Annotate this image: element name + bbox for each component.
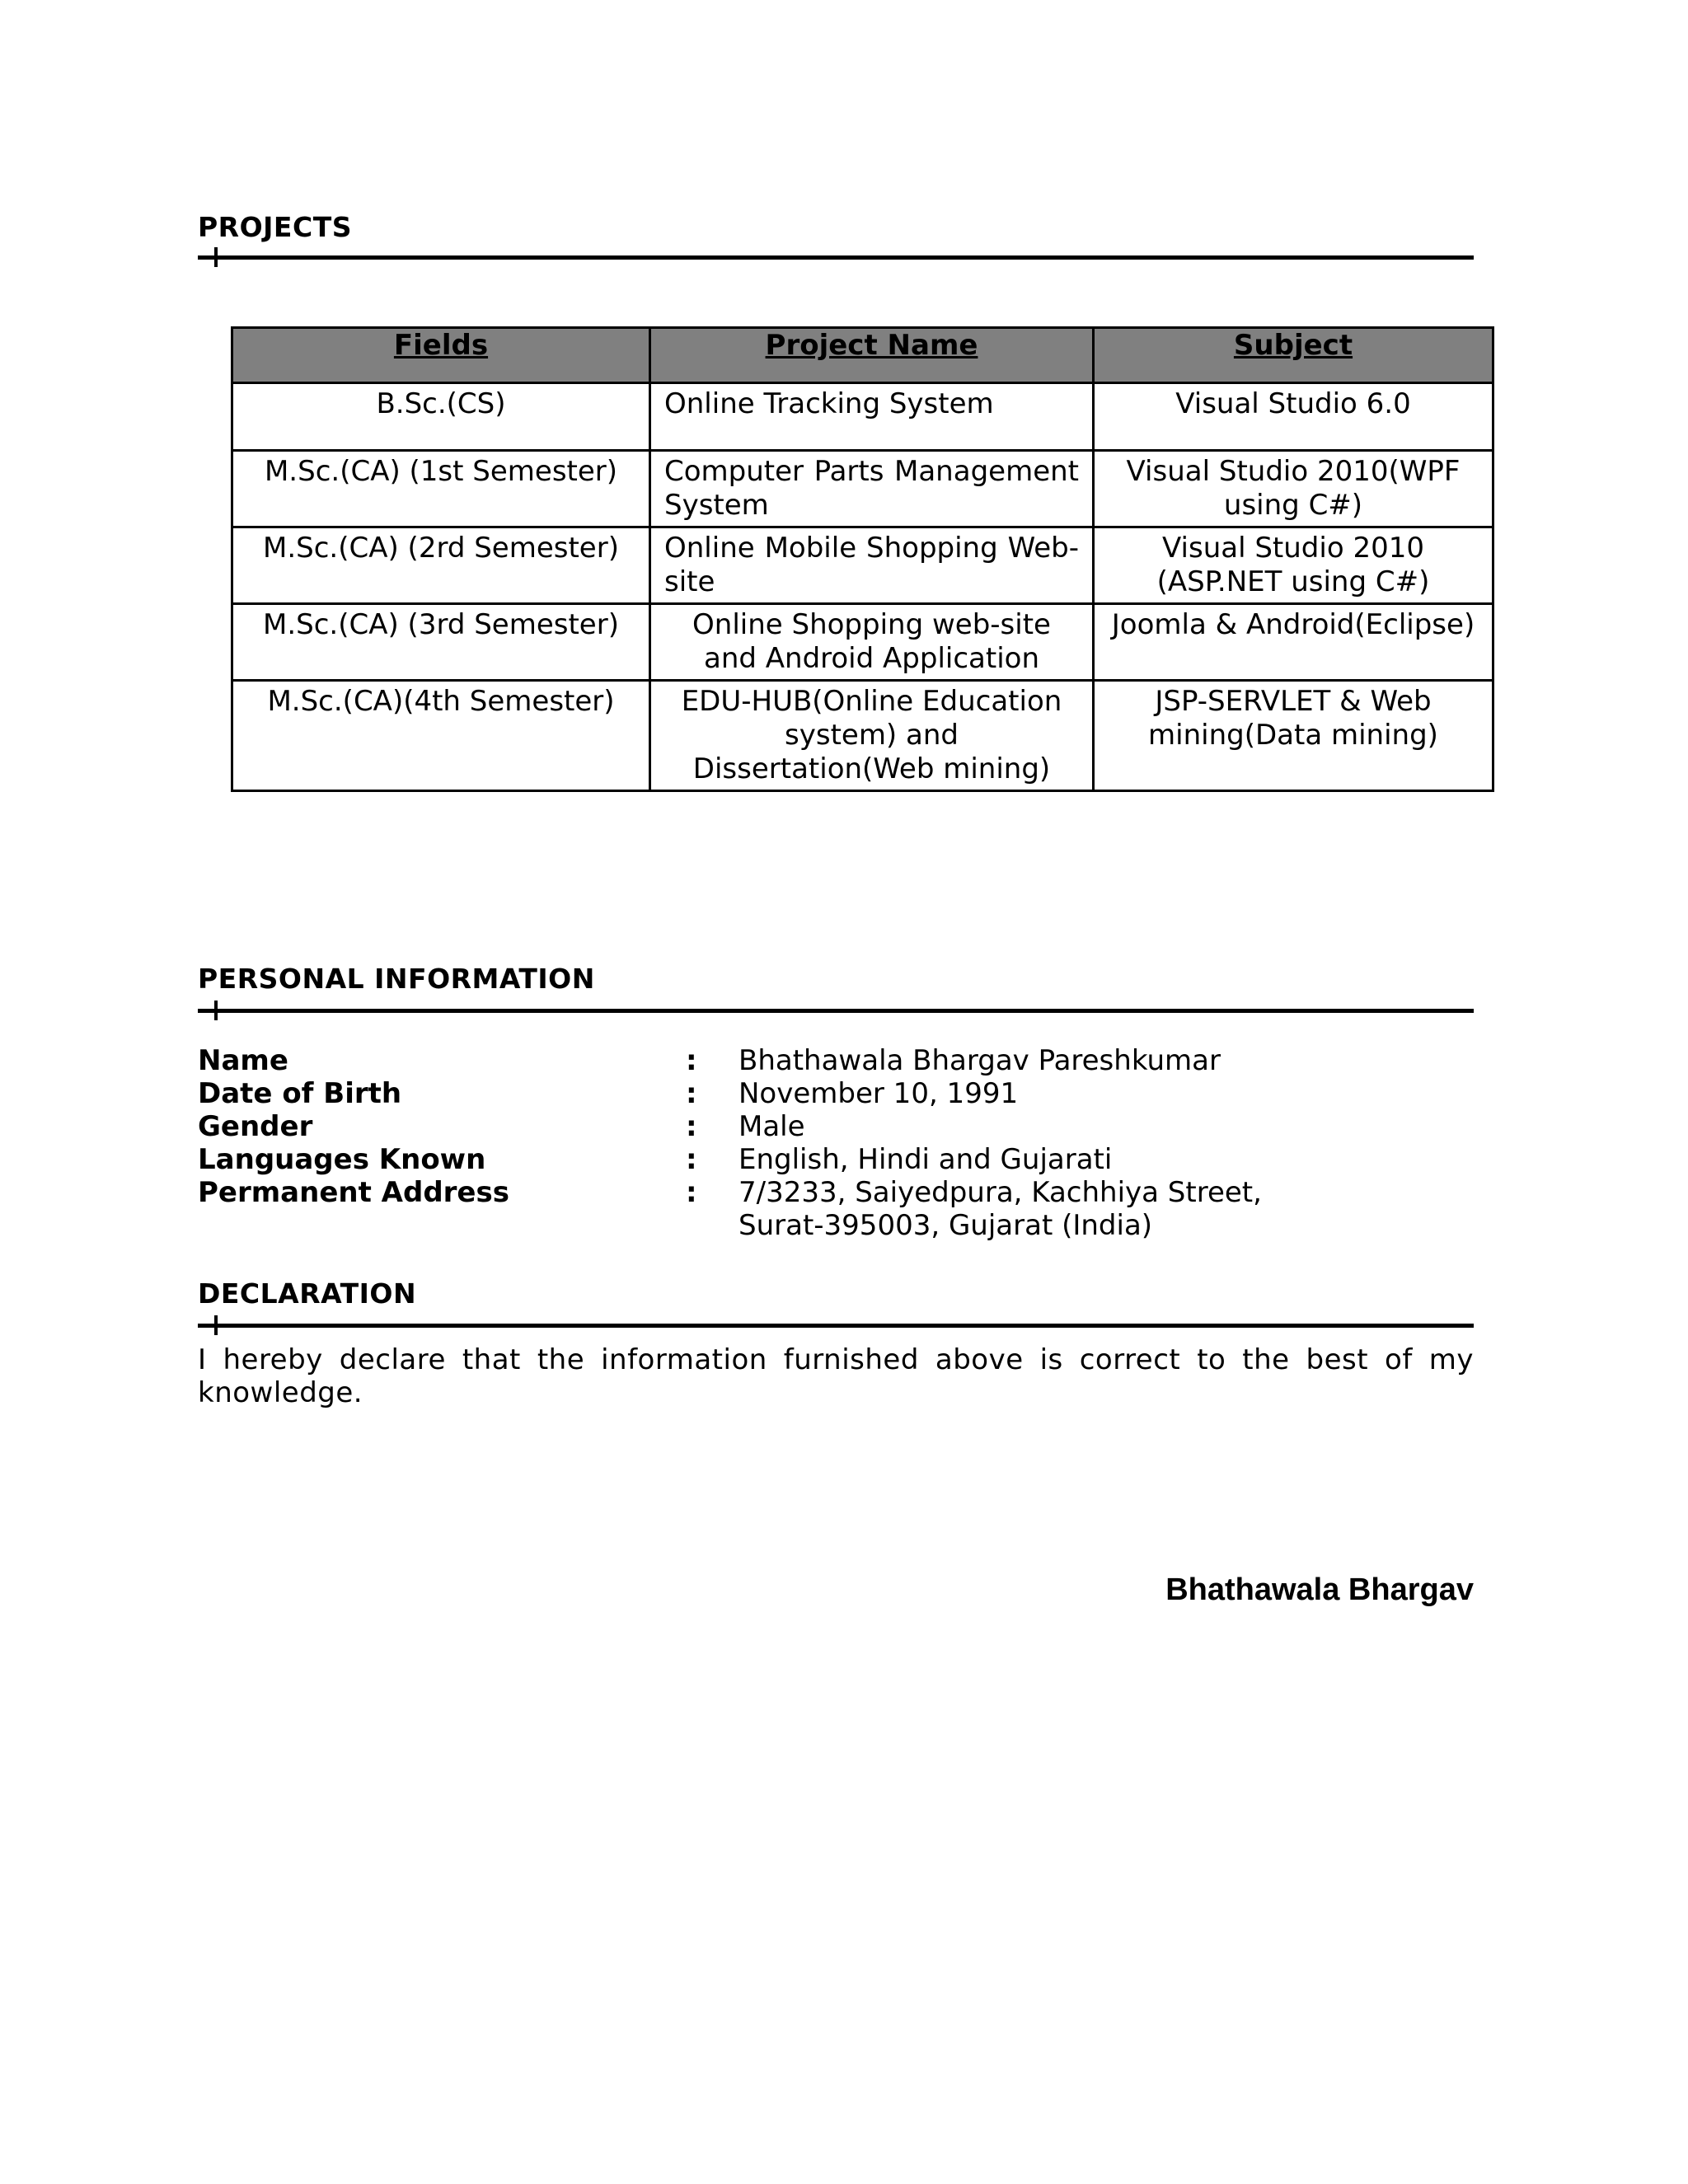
table-row: [232, 383, 1493, 451]
table-row: [232, 604, 1493, 681]
table-row: [232, 451, 1493, 527]
subject-cell: Joomla & Android(Eclipse): [1094, 604, 1493, 681]
project-name-cell: EDU-HUB(Online Education system) and Dissertation(Web mining): [650, 681, 1094, 791]
languages-label: Languages Known: [198, 1143, 486, 1176]
declaration-divider: [198, 1324, 1474, 1328]
field-cell: M.Sc.(CA) (1st Semester): [232, 451, 650, 527]
table-row: [232, 527, 1493, 604]
projects-divider: [198, 255, 1474, 260]
field-cell: M.Sc.(CA) (2rd Semester): [232, 527, 650, 604]
column-header-subject: Subject: [1094, 328, 1493, 383]
project-name-cell: Online Tracking System: [650, 383, 1094, 451]
separator: :: [686, 1110, 697, 1143]
dob-value: November 10, 1991: [738, 1077, 1019, 1110]
languages-value: English, Hindi and Gujarati: [738, 1143, 1113, 1176]
declaration-heading: DECLARATION: [198, 1277, 417, 1310]
table-row: [232, 681, 1493, 791]
table-header-row: [232, 328, 1493, 383]
project-name-cell: Computer Parts Management System: [650, 451, 1094, 527]
field-cell: B.Sc.(CS): [232, 383, 650, 451]
declaration-text: I hereby declare that the information furnished above is correct to the best of my knowledge.: [198, 1343, 1474, 1409]
separator: :: [686, 1143, 697, 1176]
info-row-address: [198, 1176, 1480, 1242]
address-label: Permanent Address: [198, 1176, 509, 1209]
address-line-2: Surat-395003, Gujarat (India): [738, 1209, 1153, 1242]
gender-label: Gender: [198, 1110, 313, 1143]
signature-name: Bhathawala Bhargav: [1165, 1572, 1474, 1607]
personal-information-heading: PERSONAL INFORMATION: [198, 963, 595, 995]
name-label: Name: [198, 1044, 288, 1077]
subject-cell: JSP-SERVLET & Web mining(Data mining): [1094, 681, 1493, 791]
address-line-1: 7/3233, Saiyedpura, Kachhiya Street,: [738, 1176, 1262, 1209]
subject-cell: Visual Studio 6.0: [1094, 383, 1493, 451]
projects-heading: PROJECTS: [198, 211, 352, 243]
subject-cell: Visual Studio 2010(WPF using C#): [1094, 451, 1493, 527]
name-value: Bhathawala Bhargav Pareshkumar: [738, 1044, 1221, 1077]
info-row-gender: [198, 1110, 1480, 1143]
personal-information-list: [198, 1044, 1480, 1242]
subject-cell: Visual Studio 2010 (ASP.NET using C#): [1094, 527, 1493, 604]
info-row-languages: [198, 1143, 1480, 1176]
separator: :: [686, 1176, 697, 1209]
column-header-project-name: Project Name: [650, 328, 1094, 383]
separator: :: [686, 1044, 697, 1077]
project-name-cell: Online Mobile Shopping Web-site: [650, 527, 1094, 604]
address-value: [738, 1176, 1480, 1242]
column-header-fields: Fields: [232, 328, 650, 383]
field-cell: M.Sc.(CA)(4th Semester): [232, 681, 650, 791]
gender-value: Male: [738, 1110, 805, 1143]
projects-table: [231, 326, 1494, 792]
separator: :: [686, 1077, 697, 1110]
info-row-dob: [198, 1077, 1480, 1110]
personal-information-divider: [198, 1009, 1474, 1013]
info-row-name: [198, 1044, 1480, 1077]
project-name-cell: Online Shopping web-site and Android Application: [650, 604, 1094, 681]
field-cell: M.Sc.(CA) (3rd Semester): [232, 604, 650, 681]
dob-label: Date of Birth: [198, 1077, 402, 1110]
